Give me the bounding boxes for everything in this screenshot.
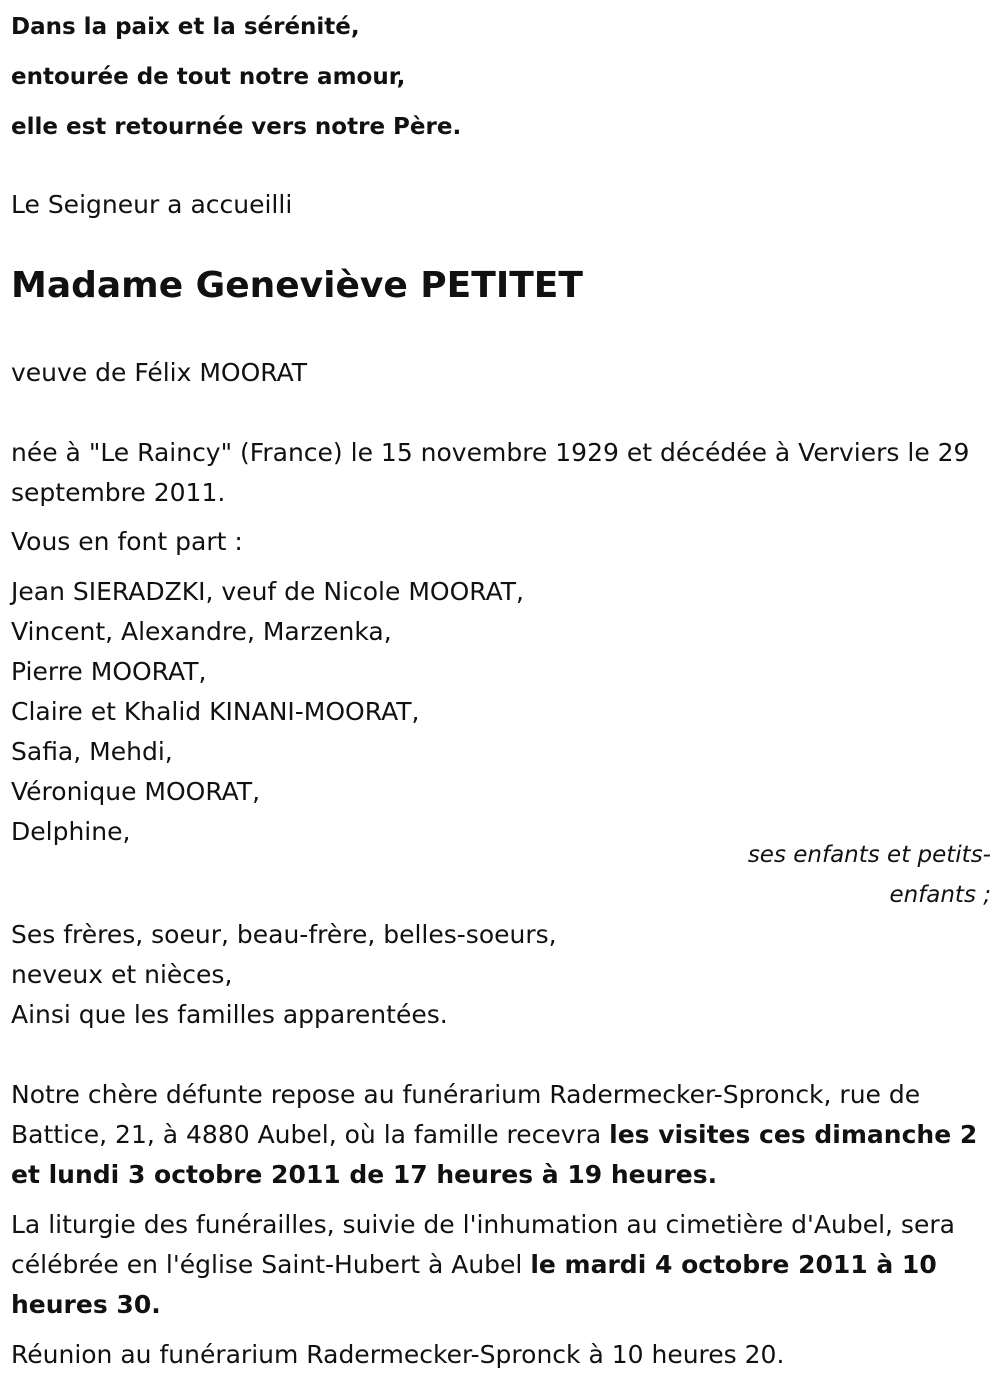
announcers-heading: Vous en font part : (11, 527, 243, 556)
funeral-date: le mardi 4 octobre 2011 à 10 heures 30. (11, 1250, 937, 1319)
intro-line: elle est retournée vers notre Père. (11, 114, 462, 140)
intro-line: Dans la paix et la sérénité, (11, 14, 360, 40)
family-list (11, 572, 524, 852)
family-member: Safia, Mehdi, (11, 737, 173, 766)
birth-death-line: née à "Le Raincy" (France) le 15 novembre 1929 et décédée à Verviers le 29 septembre 2011. (11, 438, 970, 507)
relatives-line: Ainsi que les familles apparentées. (11, 1000, 448, 1029)
relatives-line: neveux et nièces, (11, 960, 233, 989)
repose-text: Notre chère défunte repose au funérarium Radermecker-Spronck, rue de Battice, 21, à 4880 Aubel, où la famille recevra (11, 1080, 921, 1149)
family-member: Claire et Khalid KINANI-MOORAT, (11, 697, 420, 726)
visit-times: les visites ces dimanche 2 et lundi 3 octobre 2011 de 17 heures à 19 heures. (11, 1120, 978, 1189)
family-member: Delphine, (11, 817, 131, 846)
repose-paragraph (11, 1075, 986, 1195)
reunion-line: Réunion au funérarium Radermecker-Spronck à 10 heures 20. (11, 1340, 785, 1369)
family-member: Jean SIERADZKI, veuf de Nicole MOORAT, (11, 577, 524, 606)
announcement-line: Le Seigneur a accueilli (11, 190, 293, 219)
intro-block (11, 2, 461, 152)
liturgy-paragraph (11, 1205, 986, 1325)
intro-line: entourée de tout notre amour, (11, 64, 406, 90)
liturgy-text: La liturgie des funérailles, suivie de l'inhumation au cimetière d'Aubel, sera célébrée en l'église Saint-Hubert à Aubel (11, 1210, 955, 1279)
family-member: Véronique MOORAT, (11, 777, 261, 806)
relatives-line: Ses frères, soeur, beau-frère, belles-soeurs, (11, 920, 557, 949)
family-member: Vincent, Alexandre, Marzenka, (11, 617, 392, 646)
widow-line: veuve de Félix MOORAT (11, 358, 308, 387)
relatives-list (11, 915, 557, 1035)
family-caption: ses enfants et petits-enfants ; (747, 842, 991, 908)
deceased-name: Madame Geneviève PETITET (11, 265, 583, 306)
family-member: Pierre MOORAT, (11, 657, 207, 686)
